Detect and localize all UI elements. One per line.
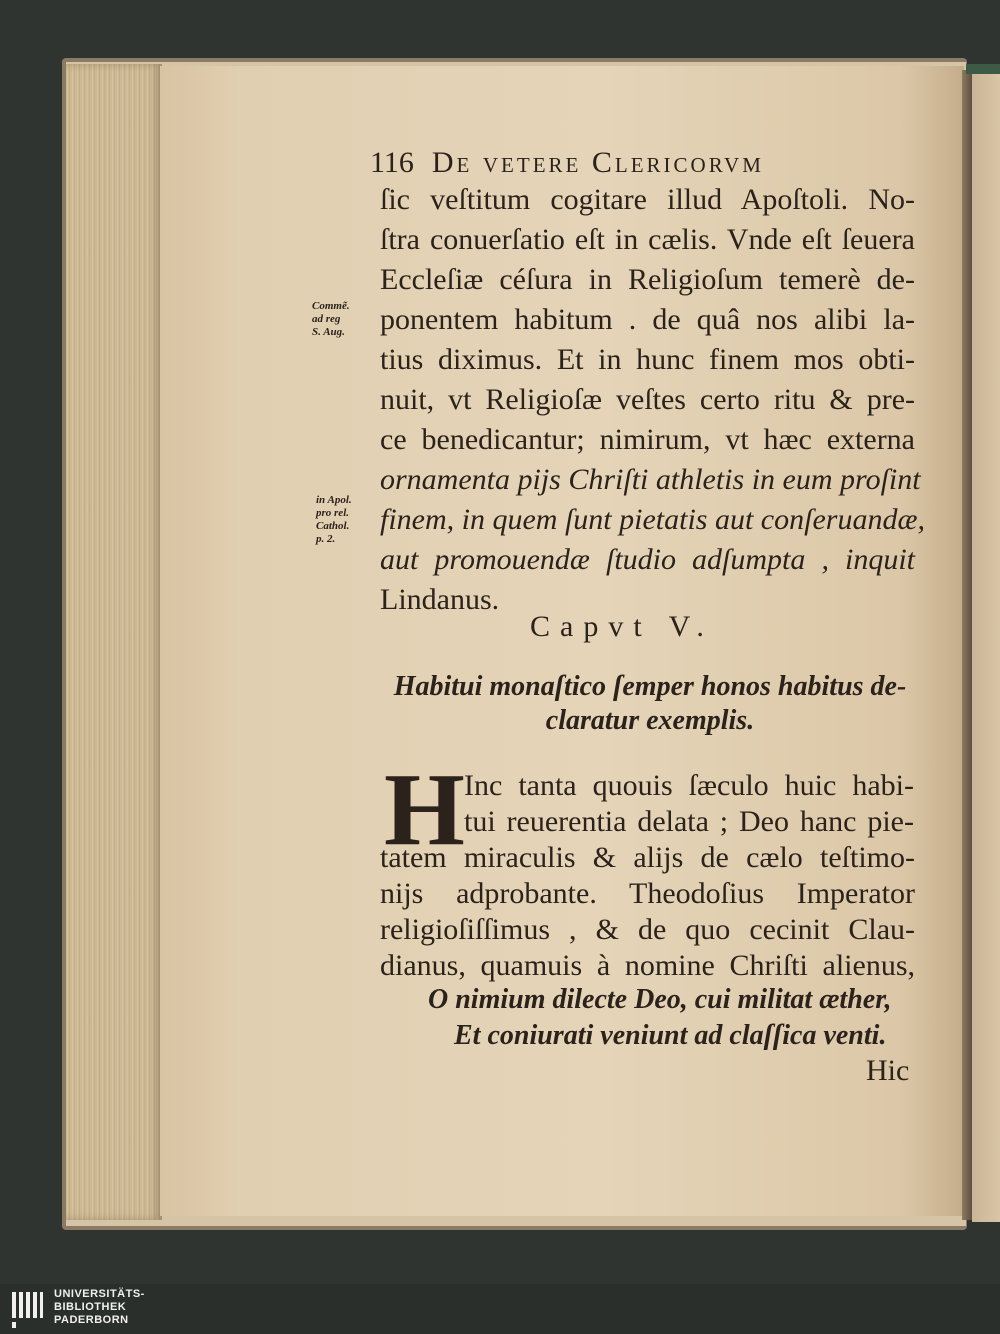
- book-gutter: [962, 70, 972, 1220]
- text-line: finem, in quem ſunt pietatis aut conſeruandæ,: [380, 503, 925, 536]
- text-line: ſtra conuerſatio eſt in cælis. Vnde eſt ſeuera: [380, 223, 915, 256]
- margin-note: [316, 494, 352, 546]
- text-line: tius diximus. Et in hunc finem mos obti-: [380, 343, 915, 376]
- margin-note-line: p. 2.: [316, 533, 336, 545]
- text-line: nuit, vt Religioſæ veſtes certo ritu & pre-: [380, 383, 915, 416]
- text-line: nijs adprobante. Theodoſius Imperator: [380, 877, 915, 910]
- facing-page-edge: [972, 72, 1000, 1222]
- text-line: aut promouendæ ſtudio adſumpta , inquit: [380, 543, 915, 576]
- chapter-heading: Capvt V.: [530, 610, 714, 643]
- margin-note-line: pro rel.: [316, 507, 349, 519]
- page-number: 116: [370, 146, 414, 179]
- chapter-subtitle-line: claratur exemplis.: [545, 705, 755, 736]
- logo-line: UNIVERSITÄTS-: [54, 1288, 145, 1300]
- chapter-subtitle-line: Habitui monaſtico ſemper honos habitus de-: [393, 671, 907, 702]
- text-line: ponentem habitum . de quâ nos alibi la-: [380, 303, 915, 336]
- library-logo-text: [54, 1288, 145, 1327]
- page-fore-edge: [66, 64, 162, 1220]
- logo-line: PADERBORN: [54, 1314, 129, 1326]
- margin-note-line: Cathol.: [316, 520, 350, 532]
- text-line: Inc tanta quouis ſæculo huic habi-: [464, 769, 914, 802]
- margin-note-line: Commẽ.: [312, 300, 350, 312]
- text-line: dianus, quamuis à nomine Chriſti alienus,: [380, 949, 915, 982]
- margin-note: [312, 300, 350, 339]
- facing-cover-band: [966, 64, 1000, 74]
- margin-note-line: S. Aug.: [312, 326, 345, 338]
- text-line: ce benedicantur; nimirum, vt hæc externa: [380, 423, 915, 456]
- running-header: [370, 146, 890, 180]
- verse-line: O nimium dilecte Deo, cui militat æther,: [428, 984, 892, 1015]
- text-line: ſic veſtitum cogitare illud Apoſtoli. No-: [380, 183, 915, 216]
- drop-cap: H: [384, 752, 465, 867]
- text-line: religioſiſſimus , & de quo cecinit Clau-: [380, 913, 915, 946]
- text-line: tui reuerentia delata ; Deo hanc pie-: [464, 805, 914, 838]
- logo-line: BIBLIOTHEK: [54, 1301, 127, 1313]
- text-line: tatem miraculis & alijs de cælo teſtimo-: [380, 841, 915, 874]
- verse-line: Et coniurati veniunt ad claſſica venti.: [454, 1020, 887, 1051]
- text-line: Lindanus.: [380, 583, 500, 616]
- margin-note-line: in Apol.: [316, 494, 352, 506]
- running-title: De vetere Clericorvm: [431, 146, 764, 179]
- text-line: ornamenta pijs Chriſti athletis in eum proſint: [380, 463, 921, 496]
- catchword: Hic: [866, 1054, 910, 1087]
- footer-bar: [0, 1284, 1000, 1334]
- library-logo-icon: [10, 1288, 44, 1330]
- text-line: Eccleſiæ céſura in Religioſum temerè de-: [380, 263, 915, 296]
- margin-note-line: ad reg: [312, 313, 341, 325]
